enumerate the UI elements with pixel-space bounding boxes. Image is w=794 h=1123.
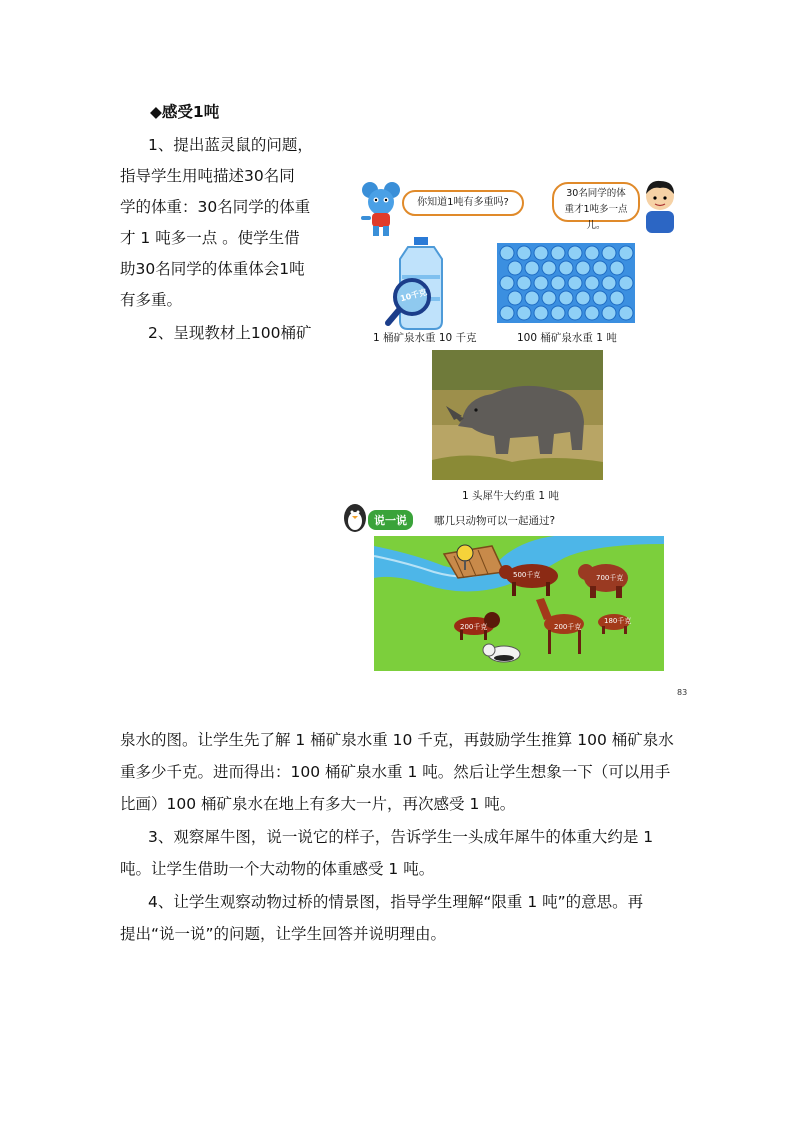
left-line-6: 有多重。: [120, 291, 183, 309]
left-line-3: 学的体重：30名同学的体重: [120, 198, 311, 216]
section-heading: ◆感受1吨: [150, 103, 220, 121]
boy-illustration: [640, 178, 680, 234]
textbook-figure: [340, 170, 690, 710]
caption-one-bottle: 1 桶矿泉水重 10 千克: [373, 332, 477, 344]
shuo-question: 哪几只动物可以一起通过?: [434, 515, 556, 527]
body-line-6: 4、让学生观察动物过桥的情景图，指导学生理解“限重 1 吨”的意思。再: [148, 893, 644, 911]
hundred-bottles-illustration: [497, 243, 635, 323]
left-line-5: 助30名同学的体重体会1吨: [120, 260, 305, 278]
mouse-speech-bubble: 你知道1吨有多重吗?: [402, 190, 524, 216]
left-line-1: 1、提出蓝灵鼠的问题，: [148, 136, 313, 154]
body-line-2: 重多少千克。进而得出：100 桶矿泉水重 1 吨。然后让学生想象一下（可以用手: [120, 763, 671, 781]
body-line-1: 泉水的图。让学生先了解 1 桶矿泉水重 10 千克，再鼓励学生推算 100 桶矿泉水: [120, 731, 674, 749]
caption-rhino: 1 头犀牛大约重 1 吨: [462, 490, 559, 502]
weight-label-horse: 200千克: [554, 623, 582, 631]
weight-label-lion: 200千克: [460, 623, 488, 631]
shuo-yi-shuo-label: 说一说: [368, 510, 413, 530]
left-line-2: 指导学生用吨描述30名同: [120, 167, 295, 185]
body-line-4: 3、观察犀牛图，说一说它的样子，告诉学生一头成年犀牛的体重大约是 1: [148, 828, 654, 846]
weight-label-elephant: 700千克: [596, 574, 624, 582]
weight-label-cow: 500千克: [513, 571, 541, 579]
body-line-3: 比画）100 桶矿泉水在地上有多大一片，再次感受 1 吨。: [120, 795, 516, 813]
caption-hundred-bottles: 100 桶矿泉水重 1 吨: [517, 332, 617, 344]
animal-bridge-scene: [374, 536, 664, 671]
body-line-5: 吨。让学生借助一个大动物的体重感受 1 吨。: [120, 860, 435, 878]
boy-speech-bubble: 30名同学的体重才1吨多一点儿。: [552, 182, 640, 222]
bottle-weight-tag: 10千克: [399, 287, 428, 304]
blue-mouse-illustration: [358, 180, 404, 238]
water-bottle-illustration: [382, 235, 464, 335]
penguin-mascot-icon: [340, 500, 370, 534]
weight-label-bull: 180千克: [604, 617, 632, 625]
left-line-4: 才 1 吨多一点 。使学生借: [120, 229, 300, 247]
left-line-7: 2、呈现教材上100桶矿: [148, 324, 312, 342]
rhino-photo: [432, 350, 603, 480]
body-line-7: 提出“说一说”的问题，让学生回答并说明理由。: [120, 925, 447, 943]
textbook-page-number: 83: [677, 688, 688, 697]
